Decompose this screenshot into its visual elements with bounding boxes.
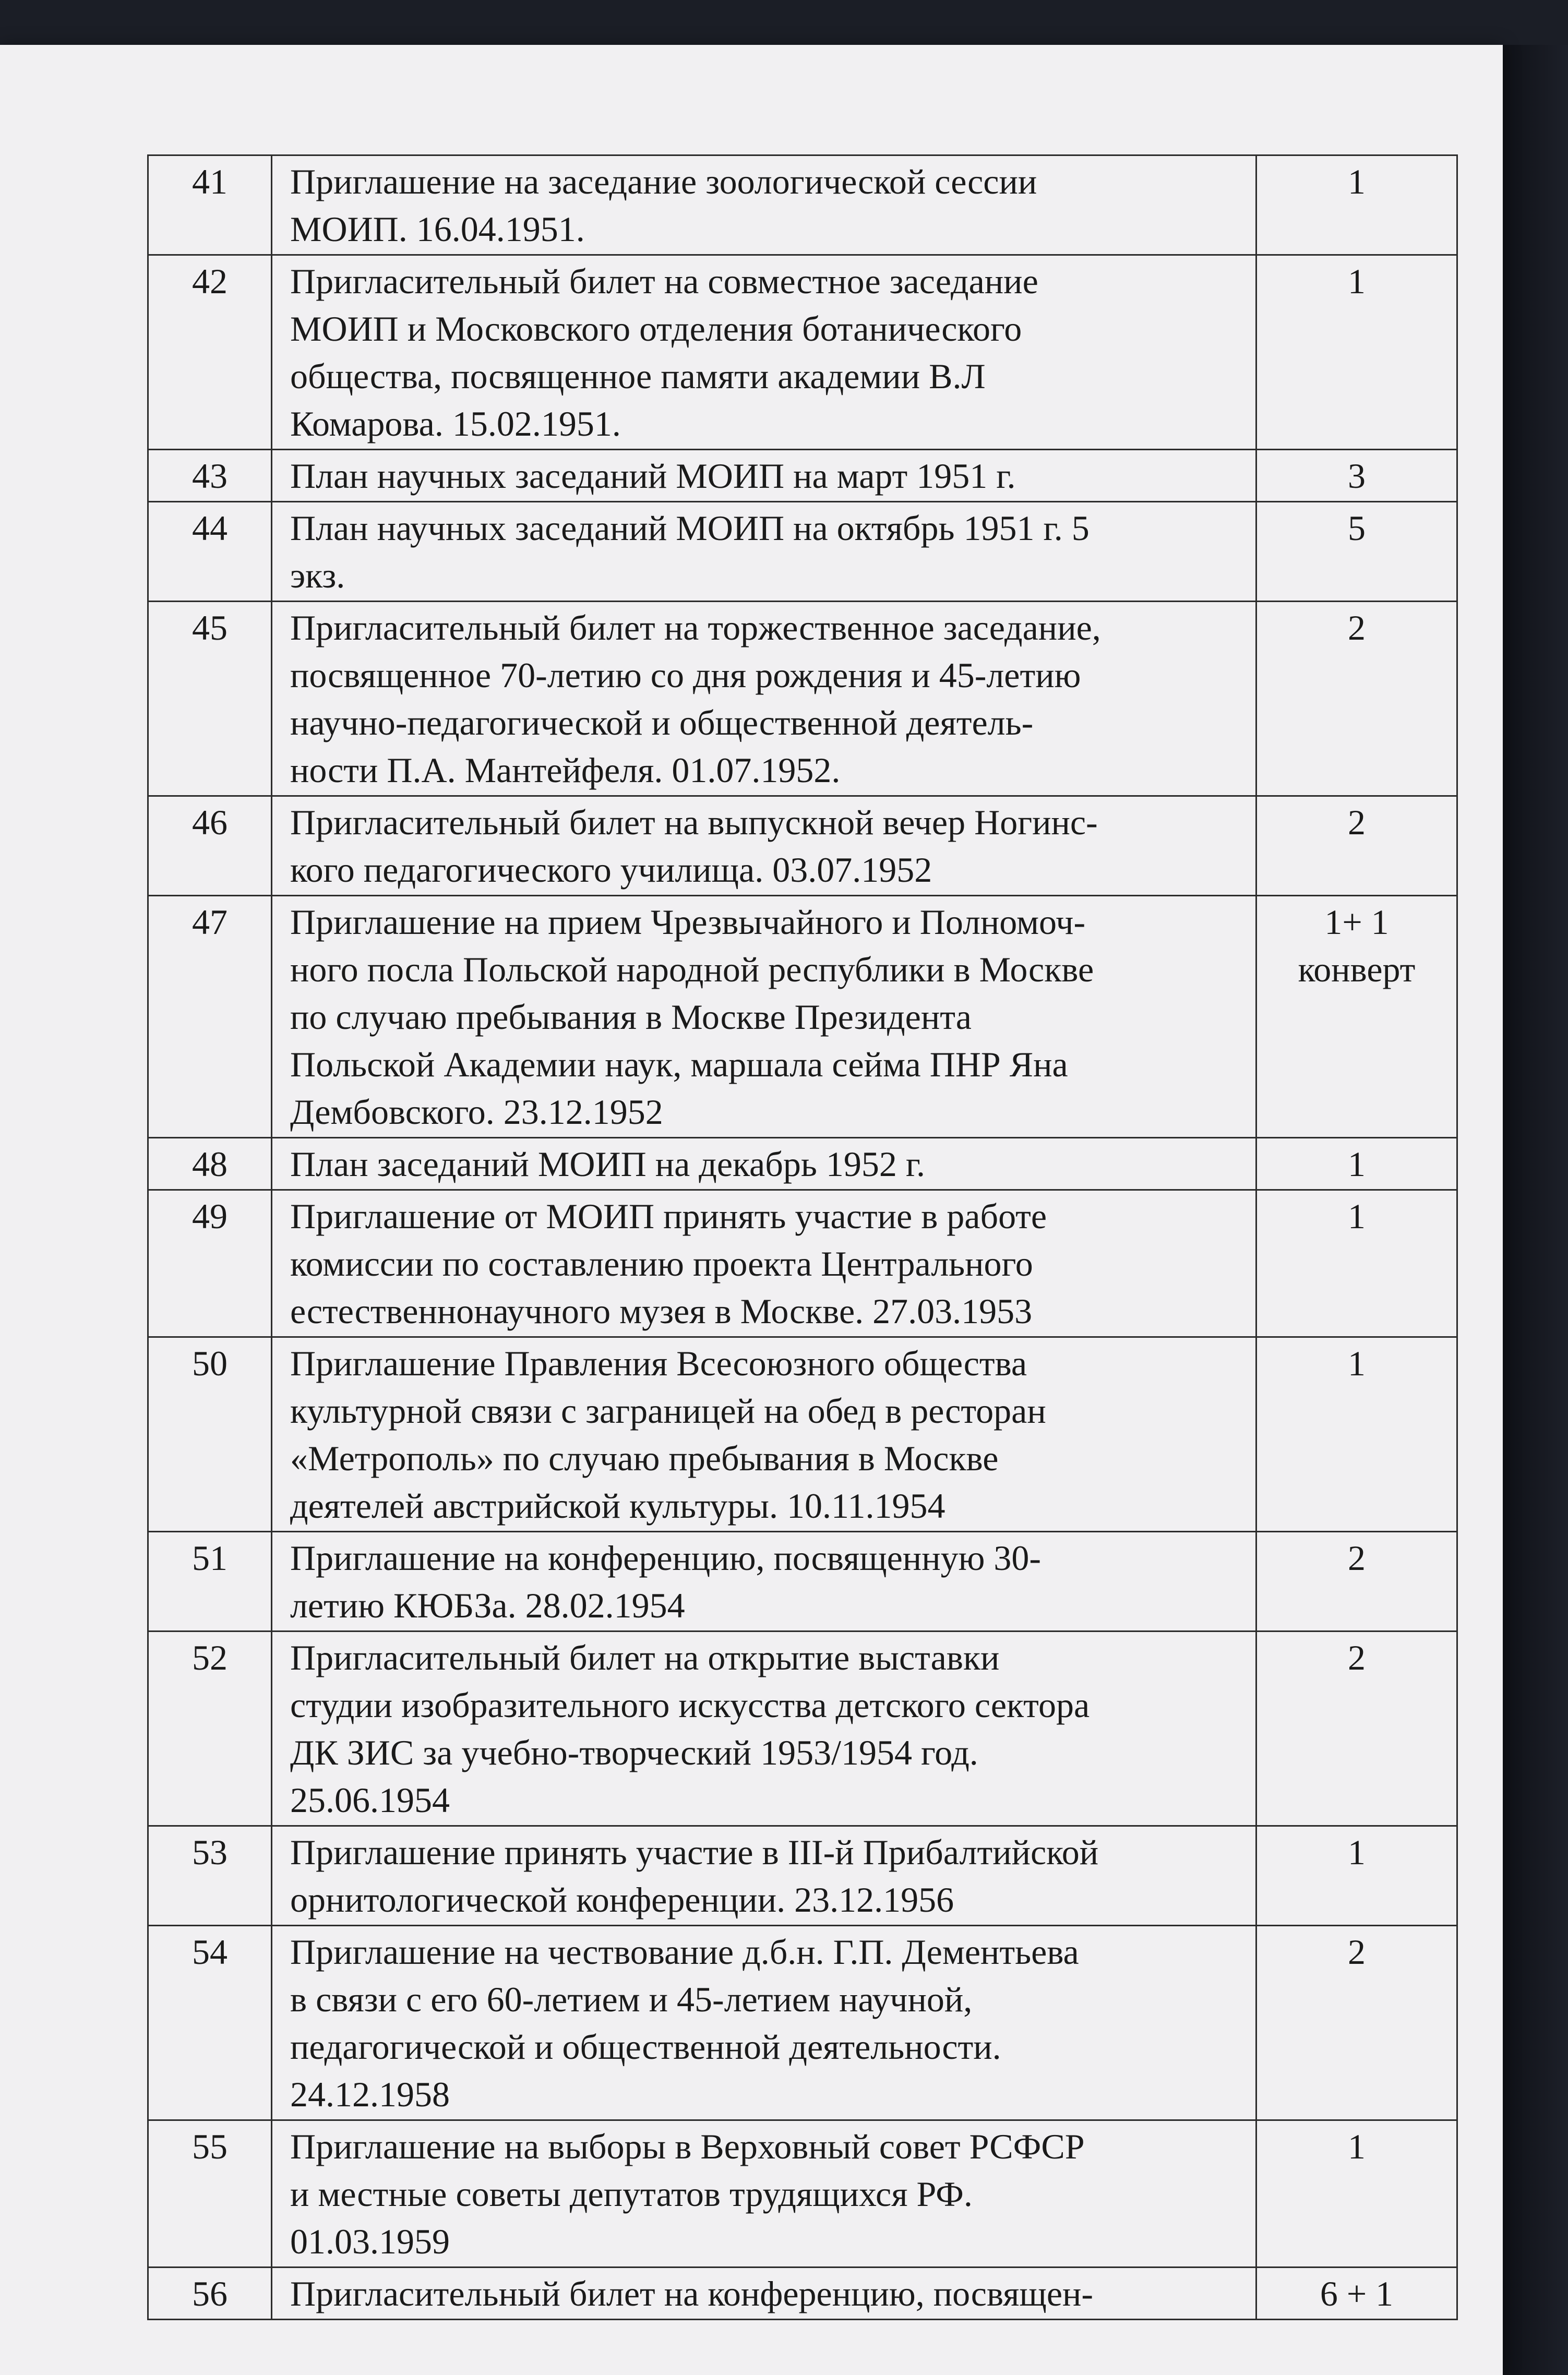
quantity-line: 1+ 1 bbox=[1324, 902, 1389, 942]
quantity-line: 2 bbox=[1348, 1638, 1366, 1677]
row-description bbox=[272, 1926, 1256, 2120]
description-line: естественнонаучного музея в Москве. 27.03.1953 bbox=[290, 1291, 1033, 1331]
description-line: 25.06.1954 bbox=[290, 1780, 450, 1820]
quantity-line: конверт bbox=[1298, 950, 1416, 989]
description-line: План научных заседаний МОИП на март 1951 г. bbox=[290, 456, 1016, 496]
table-row bbox=[148, 155, 1457, 255]
description-line: орнитологической конференции. 23.12.1956 bbox=[290, 1880, 954, 1920]
quantity-line: 1 bbox=[1348, 162, 1366, 201]
row-quantity bbox=[1256, 1138, 1457, 1190]
row-description bbox=[272, 1532, 1256, 1632]
description-line: экз. bbox=[290, 556, 345, 595]
row-quantity bbox=[1256, 1926, 1457, 2120]
description-line: научно-педагогической и общественной деятель- bbox=[290, 703, 1034, 742]
row-number: 43 bbox=[148, 450, 272, 502]
row-description bbox=[272, 896, 1256, 1138]
description-line: летию КЮБЗа. 28.02.1954 bbox=[290, 1586, 685, 1625]
row-number: 54 bbox=[148, 1926, 272, 2120]
description-line: 24.12.1958 bbox=[290, 2074, 450, 2114]
description-line: МОИП и Московского отделения ботанического bbox=[290, 309, 1022, 349]
row-number: 55 bbox=[148, 2120, 272, 2268]
description-line: ДК ЗИС за учебно-творческий 1953/1954 год. bbox=[290, 1733, 978, 1772]
description-line: План научных заседаний МОИП на октябрь 1951 г. 5 bbox=[290, 508, 1090, 548]
row-quantity bbox=[1256, 796, 1457, 896]
row-quantity bbox=[1256, 2268, 1457, 2320]
description-line: кого педагогического училища. 03.07.1952 bbox=[290, 850, 932, 890]
row-quantity bbox=[1256, 450, 1457, 502]
description-line: Приглашение на чествование д.б.н. Г.П. Дементьева bbox=[290, 1932, 1079, 1972]
table-row bbox=[148, 1337, 1457, 1532]
background-edge bbox=[1503, 45, 1568, 2375]
description-line: Приглашение на прием Чрезвычайного и Полномоч- bbox=[290, 902, 1086, 942]
table-row bbox=[148, 450, 1457, 502]
table-row bbox=[148, 2120, 1457, 2268]
row-number: 53 bbox=[148, 1826, 272, 1926]
row-description bbox=[272, 1632, 1256, 1826]
description-line: Приглашение Правления Всесоюзного общества bbox=[290, 1344, 1027, 1383]
row-quantity bbox=[1256, 1190, 1457, 1337]
row-number: 45 bbox=[148, 602, 272, 796]
row-description bbox=[272, 2120, 1256, 2268]
description-line: «Метрополь» по случаю пребывания в Москве bbox=[290, 1438, 999, 1478]
row-description bbox=[272, 1138, 1256, 1190]
description-line: МОИП. 16.04.1951. bbox=[290, 209, 585, 249]
row-description bbox=[272, 155, 1256, 255]
row-description bbox=[272, 255, 1256, 450]
description-line: ного посла Польской народной республики в Москве bbox=[290, 950, 1094, 989]
quantity-line: 6 + 1 bbox=[1320, 2274, 1394, 2313]
row-description bbox=[272, 1190, 1256, 1337]
description-line: Приглашение на выборы в Верховный совет РСФСР bbox=[290, 2127, 1085, 2166]
description-line: Польской Академии наук, маршала сейма ПНР Яна bbox=[290, 1045, 1068, 1084]
row-quantity bbox=[1256, 2120, 1457, 2268]
quantity-line: 2 bbox=[1348, 608, 1366, 647]
table-row bbox=[148, 255, 1457, 450]
table-row bbox=[148, 1138, 1457, 1190]
description-line: Приглашение от МОИП принять участие в работе bbox=[290, 1196, 1047, 1236]
row-quantity bbox=[1256, 502, 1457, 602]
quantity-line: 1 bbox=[1348, 1196, 1366, 1236]
row-number: 51 bbox=[148, 1532, 272, 1632]
description-line: Дембовского. 23.12.1952 bbox=[290, 1092, 663, 1132]
description-line: План заседаний МОИП на декабрь 1952 г. bbox=[290, 1144, 926, 1184]
table-row bbox=[148, 1532, 1457, 1632]
table-row bbox=[148, 1926, 1457, 2120]
description-line: Пригласительный билет на выпускной вечер Ногинс- bbox=[290, 802, 1098, 842]
table-row bbox=[148, 2268, 1457, 2320]
row-quantity bbox=[1256, 602, 1457, 796]
description-line: Приглашение на конференцию, посвященную 30- bbox=[290, 1538, 1042, 1578]
description-line: педагогической и общественной деятельности. bbox=[290, 2027, 1001, 2067]
quantity-line: 1 bbox=[1348, 1832, 1366, 1872]
row-number: 47 bbox=[148, 896, 272, 1138]
row-quantity bbox=[1256, 1532, 1457, 1632]
row-number: 49 bbox=[148, 1190, 272, 1337]
table-row bbox=[148, 896, 1457, 1138]
table-row bbox=[148, 1632, 1457, 1826]
table-row bbox=[148, 602, 1457, 796]
quantity-line: 1 bbox=[1348, 261, 1366, 301]
description-line: Пригласительный билет на открытие выставки bbox=[290, 1638, 1000, 1677]
description-line: Приглашение на заседание зоологической сессии bbox=[290, 162, 1037, 201]
row-number: 48 bbox=[148, 1138, 272, 1190]
description-line: ности П.А. Мантейфеля. 01.07.1952. bbox=[290, 750, 841, 790]
row-description bbox=[272, 1826, 1256, 1926]
quantity-line: 2 bbox=[1348, 802, 1366, 842]
description-line: Приглашение принять участие в III-й Прибалтийской bbox=[290, 1832, 1099, 1872]
row-description bbox=[272, 796, 1256, 896]
description-line: Пригласительный билет на конференцию, посвящен- bbox=[290, 2274, 1094, 2313]
quantity-line: 1 bbox=[1348, 1144, 1366, 1184]
quantity-line: 2 bbox=[1348, 1932, 1366, 1972]
table-row bbox=[148, 502, 1457, 602]
description-line: в связи с его 60-летием и 45-летием научной, bbox=[290, 1980, 973, 2019]
description-line: Пригласительный билет на торжественное заседание, bbox=[290, 608, 1101, 647]
quantity-line: 1 bbox=[1348, 2127, 1366, 2166]
row-description bbox=[272, 2268, 1256, 2320]
description-line: посвященное 70-летию со дня рождения и 45-летию bbox=[290, 655, 1081, 695]
row-description bbox=[272, 502, 1256, 602]
quantity-line: 3 bbox=[1348, 456, 1366, 496]
row-number: 42 bbox=[148, 255, 272, 450]
description-line: 01.03.1959 bbox=[290, 2222, 450, 2261]
row-number: 50 bbox=[148, 1337, 272, 1532]
row-number: 41 bbox=[148, 155, 272, 255]
description-line: комиссии по составлению проекта Центрального bbox=[290, 1244, 1033, 1284]
quantity-line: 1 bbox=[1348, 1344, 1366, 1383]
row-quantity bbox=[1256, 155, 1457, 255]
row-description bbox=[272, 602, 1256, 796]
row-number: 46 bbox=[148, 796, 272, 896]
description-line: и местные советы депутатов трудящихся РФ. bbox=[290, 2174, 973, 2214]
quantity-line: 5 bbox=[1348, 508, 1366, 548]
description-line: культурной связи с заграницей на обед в ресторан bbox=[290, 1391, 1046, 1431]
row-quantity bbox=[1256, 1337, 1457, 1532]
row-number: 56 bbox=[148, 2268, 272, 2320]
table-row bbox=[148, 1190, 1457, 1337]
row-quantity bbox=[1256, 255, 1457, 450]
description-line: студии изобразительного искусства детского сектора bbox=[290, 1685, 1090, 1725]
row-description bbox=[272, 450, 1256, 502]
table-row bbox=[148, 796, 1457, 896]
row-number: 52 bbox=[148, 1632, 272, 1826]
row-description bbox=[272, 1337, 1256, 1532]
table-row bbox=[148, 1826, 1457, 1926]
row-number: 44 bbox=[148, 502, 272, 602]
description-line: по случаю пребывания в Москве Президента bbox=[290, 997, 972, 1037]
description-line: Пригласительный билет на совместное заседание bbox=[290, 261, 1038, 301]
row-quantity bbox=[1256, 896, 1457, 1138]
description-line: деятелей австрийской культуры. 10.11.1954 bbox=[290, 1486, 945, 1526]
description-line: общества, посвященное памяти академии В.Л bbox=[290, 356, 986, 396]
row-quantity bbox=[1256, 1826, 1457, 1926]
description-line: Комарова. 15.02.1951. bbox=[290, 404, 621, 443]
row-quantity bbox=[1256, 1632, 1457, 1826]
inventory-table bbox=[147, 154, 1458, 2320]
quantity-line: 2 bbox=[1348, 1538, 1366, 1578]
